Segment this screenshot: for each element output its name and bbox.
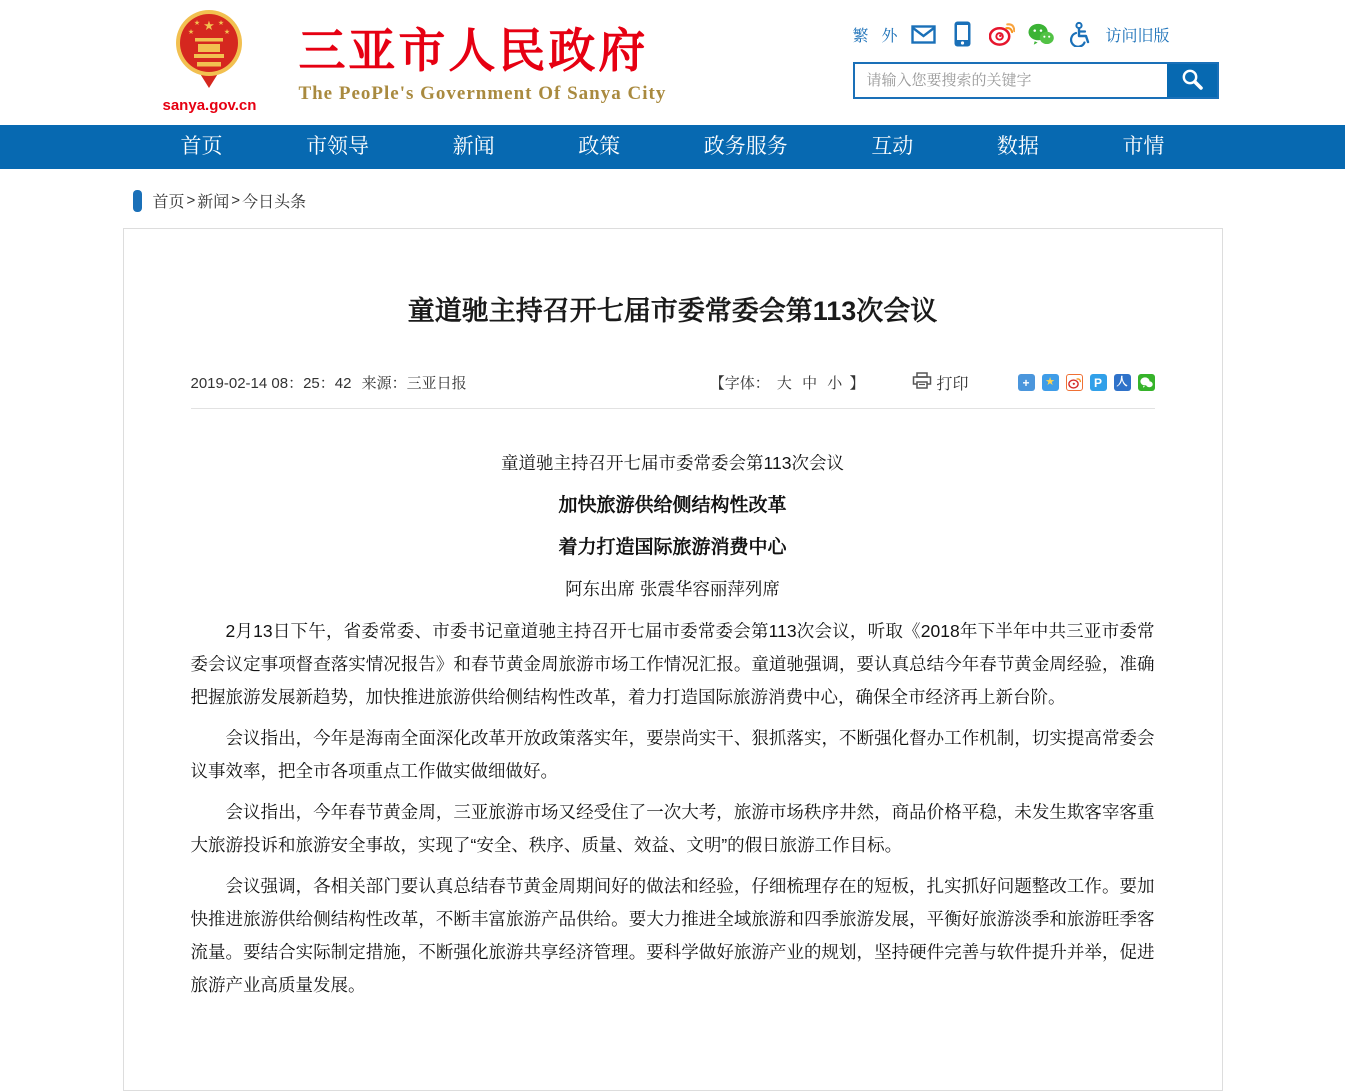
search-input[interactable] [855,64,1167,97]
svg-text:★: ★ [224,29,231,36]
breadcrumb-home[interactable]: 首页 [152,194,185,211]
nav-item-home[interactable]: 首页 [180,135,223,158]
nav-item-city-info[interactable]: 市情 [1122,135,1165,158]
article-subtitle-bold-1: 加快旅游供给侧结构性改革 [558,495,787,517]
nav-item-news[interactable]: 新闻 [452,135,495,158]
print-button[interactable] [912,371,968,394]
mobile-icon[interactable] [950,21,976,47]
weibo-icon[interactable] [989,21,1015,47]
font-size-small-button[interactable]: 小 [827,375,843,393]
link-old-version[interactable]: 访问旧版 [1105,27,1170,45]
breadcrumb-marker [133,190,142,212]
printer-icon [912,372,936,394]
article-title: 童道驰主持召开七届市委常委会第113次会议 [407,296,938,327]
header-right [853,8,1219,99]
nav-item-gov-services[interactable]: 政务服务 [703,135,788,158]
article-subtitle-line: 童道驰主持召开七届市委常委会第113次会议 [501,453,844,474]
mail-icon[interactable] [911,21,937,47]
article-paragraph: 会议指出，今年春节黄金周，三亚旅游市场又经受住了一次大考，旅游市场秩序井然，商品价格平稳，未发生欺客宰客重大旅游投诉和旅游安全事故，实现了“安全、秩序、质量、效益、文明”的假日旅游工作目标。 [190,802,1155,856]
article-paragraph: 2月13日下午，省委常委、市委书记童道驰主持召开七届市委常委会第113次会议，听取《2018年下半年中共三亚市委常委会议定事项督查落实情况报告》和春节黄金周旅游市场工作情况汇报。童道驰强调，要认真总结今年春节黄金周经验，准确把握旅游发展新趋势，加快推进旅游供给侧结构性改革，着力打造国际旅游消费中心，确保全市经济再上新台阶。 [190,621,1155,708]
accessibility-icon[interactable] [1067,21,1093,47]
site-domain: sanya.gov.cn [162,97,257,114]
link-foreign-language[interactable]: 外 [881,27,898,45]
svg-text:★: ★ [203,18,216,33]
svg-text:★: ★ [188,29,195,36]
weibo-share-icon[interactable] [1066,374,1083,391]
search-button[interactable] [1167,64,1217,97]
site-subtitle: The PeoPle's Government Of Sanya City [298,83,667,105]
article-subtitle-bold-2: 着力打造国际旅游消费中心 [558,537,787,559]
print-label: 打印 [936,376,969,394]
breadcrumb [123,189,1223,212]
renren-icon[interactable]: 人 [1114,374,1131,391]
breadcrumb-separator: > [186,192,196,209]
nav-item-interaction[interactable]: 互动 [871,135,914,158]
site-title: 三亚市人民政府 [298,24,649,77]
svg-text:★: ★ [194,20,201,27]
article-meta [191,372,473,393]
pengyou-icon[interactable]: P [1090,374,1107,391]
share-bar [1011,374,1155,391]
qzone-icon[interactable]: ★ [1042,374,1059,391]
wechat-share-icon[interactable] [1138,374,1155,391]
nav-item-data[interactable]: 数据 [996,135,1039,158]
search-icon [1180,67,1204,94]
article-body [191,447,1155,1002]
font-size-prefix: 【字体： [709,375,770,393]
nav-item-policy[interactable]: 政策 [578,135,621,158]
breadcrumb-news[interactable]: 新闻 [197,194,230,211]
site-header [0,0,1345,125]
site-logo[interactable] [163,8,257,114]
article-meta-row [191,371,1155,409]
national-emblem-icon [173,18,245,94]
breadcrumb-separator: > [231,192,241,209]
font-size-tool [710,372,865,393]
share-plus-icon[interactable]: + [1018,374,1035,391]
quick-links [853,20,1219,48]
article-paragraph: 会议指出，今年是海南全面深化改革开放政策落实年，要崇尚实干、狠抓落实，不断强化督办工作机制，切实提高常委会议事效率，把全市各项重点工作做实做细做好。 [190,728,1155,782]
article-box [123,228,1223,1091]
publish-time: 2019-02-14 08：25：42 [190,375,352,393]
font-size-large-button[interactable]: 大 [776,375,792,393]
search-bar [853,62,1219,99]
breadcrumb-todays-headlines[interactable]: 今日头条 [242,194,307,211]
font-size-medium-button[interactable]: 中 [802,375,818,393]
article-attendees-line: 阿东出席 张震华容丽萍列席 [565,579,780,600]
font-size-suffix: 】 [849,375,865,393]
article-paragraph: 会议强调，各相关部门要认真总结春节黄金周期间好的做法和经验，仔细梳理存在的短板，扎实抓好问题整改工作。要加快推进旅游供给侧结构性改革，不断丰富旅游产品供给。要大力推进全域旅游和四季旅游发展，平衡好旅游淡季和旅游旺季客流量。要结合实际制定措施，不断强化旅游共享经济管理。要科学做好旅游产业的规划，坚持硬件完善与软件提升并举，促进旅游产业高质量发展。 [190,876,1155,996]
link-traditional-chinese[interactable]: 繁 [852,27,869,45]
article-source: 来源：三亚日报 [361,375,467,393]
wechat-icon[interactable] [1028,21,1054,47]
nav-item-city-leaders[interactable]: 市领导 [306,135,370,158]
site-title-block [298,8,666,105]
main-nav [0,125,1345,169]
svg-text:★: ★ [218,20,225,27]
